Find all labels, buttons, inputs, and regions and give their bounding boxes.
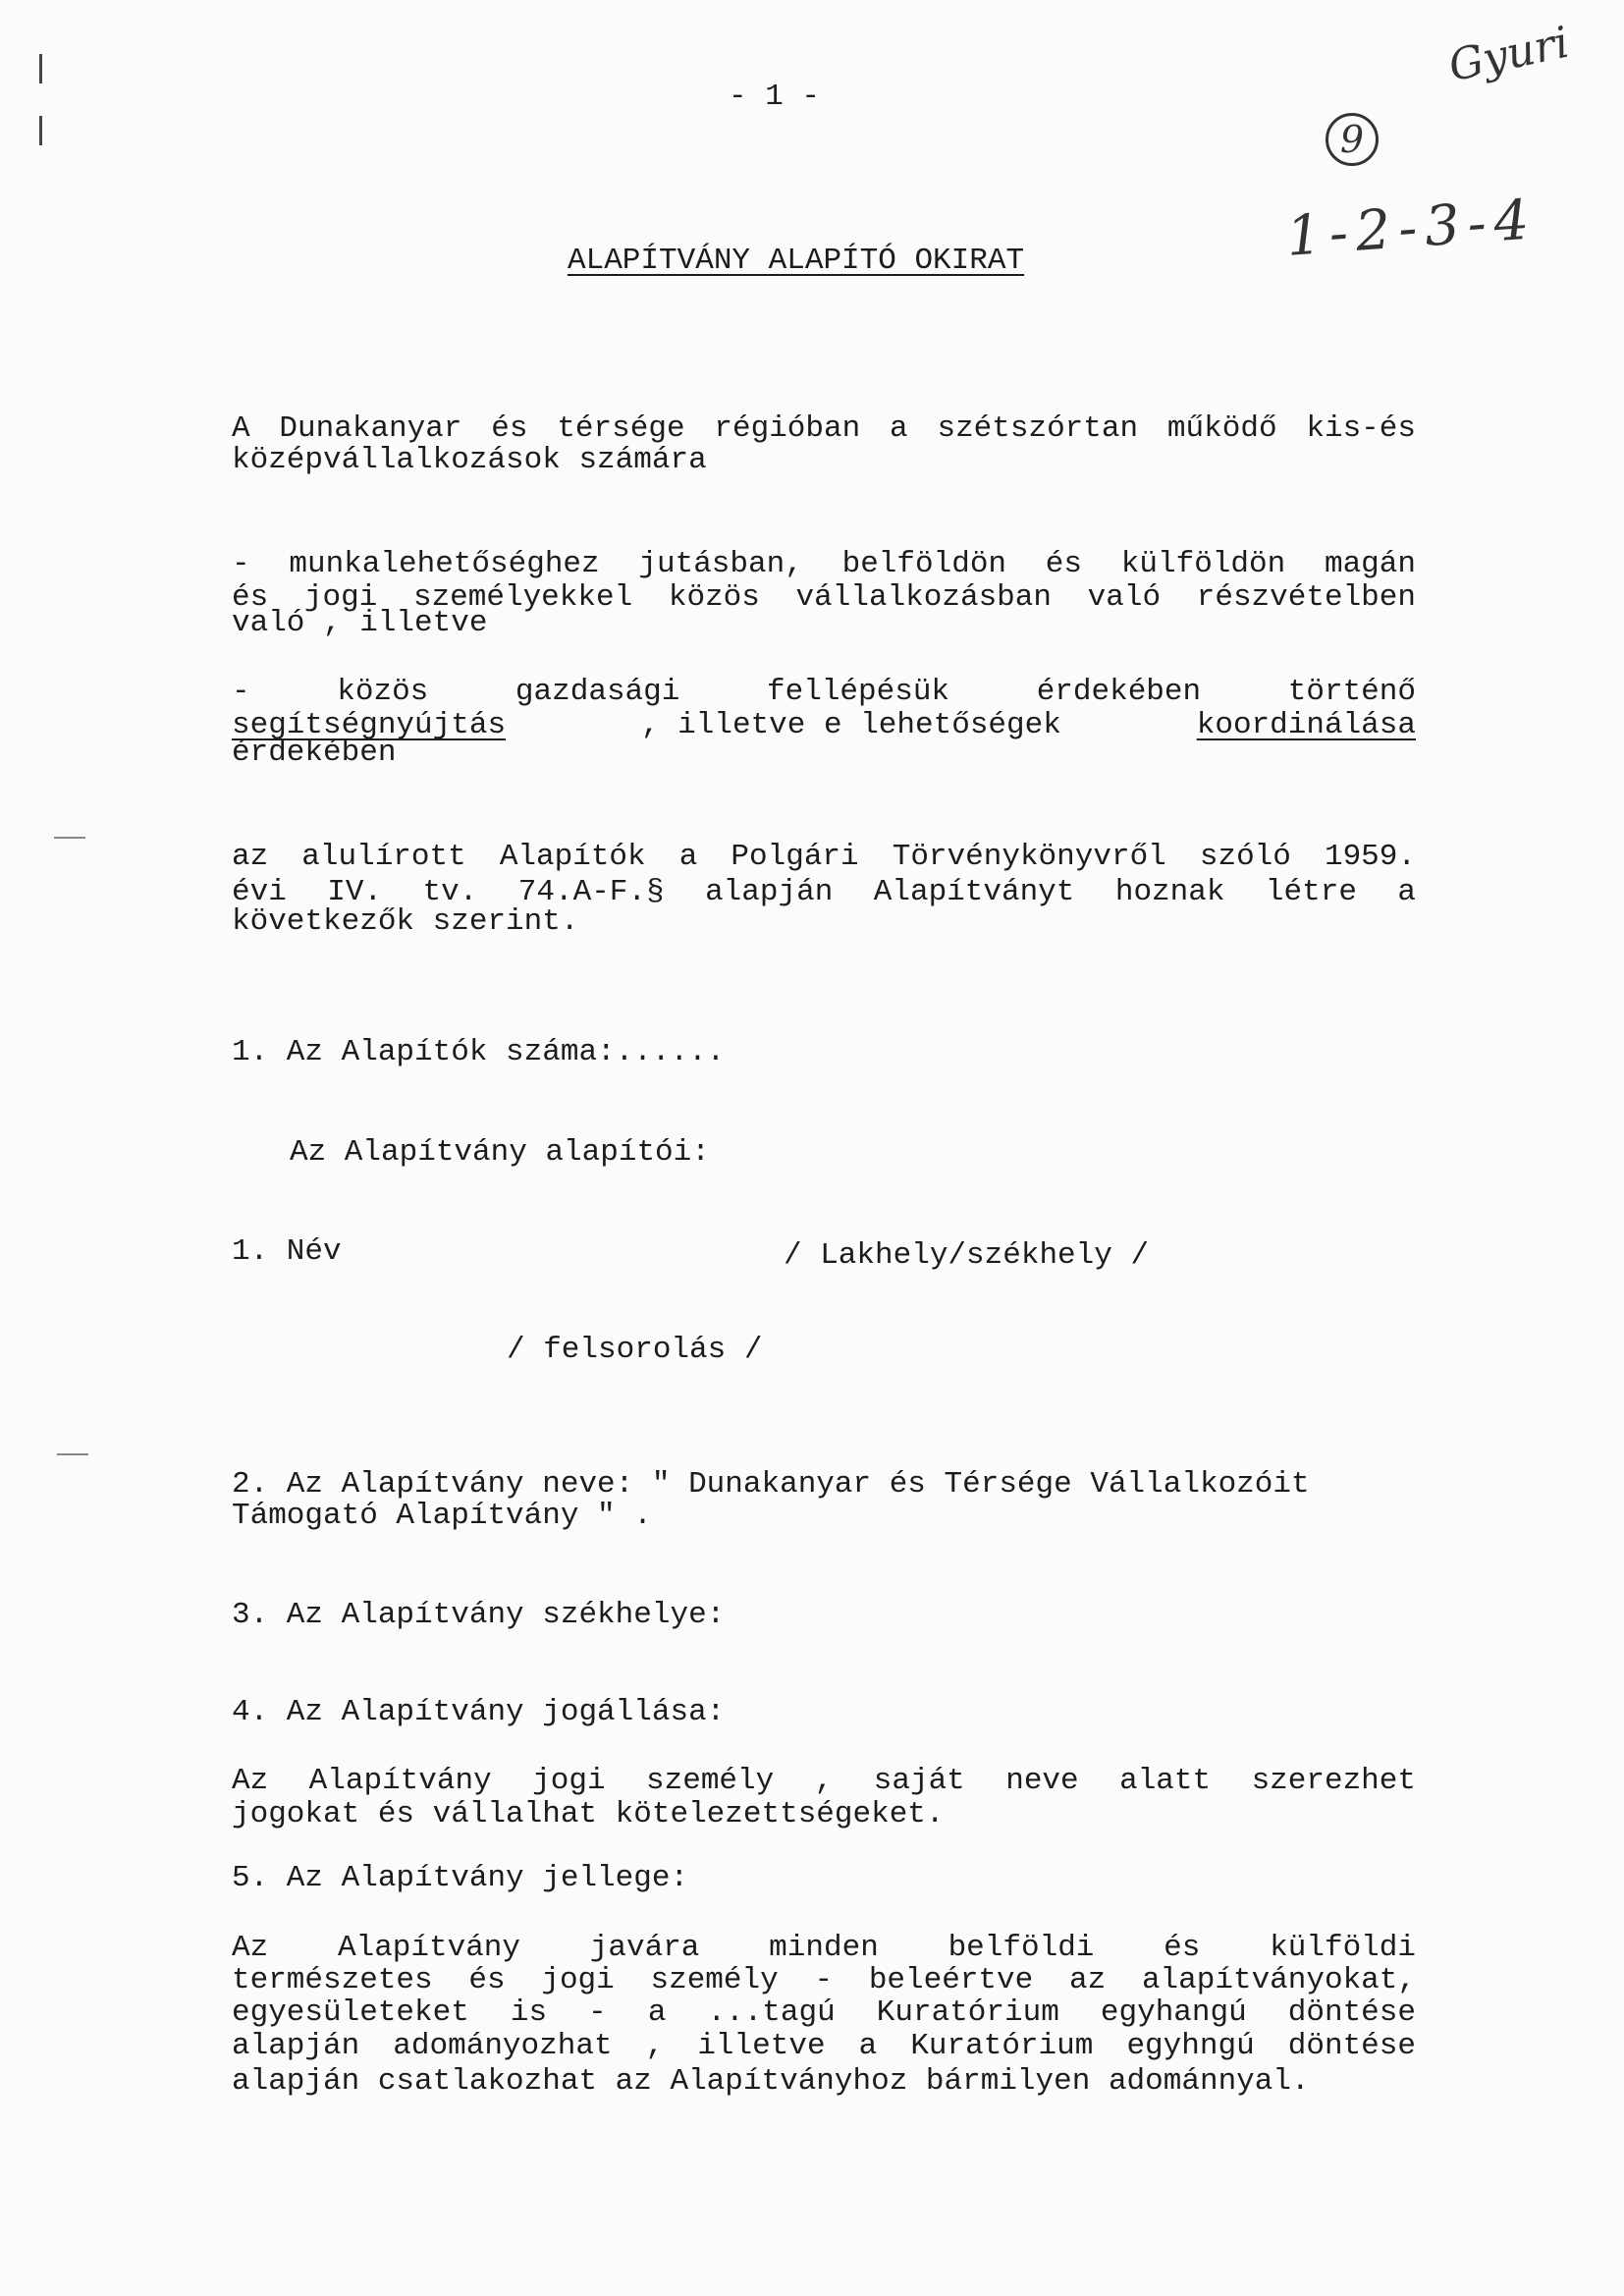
section2-line-2: Támogató Alapítvány " . bbox=[232, 1499, 652, 1533]
margin-mark bbox=[39, 116, 42, 145]
section5-line-3: egyesületeket is - a ...tagú Kuratórium egyhangú döntése bbox=[232, 1995, 1416, 2030]
margin-mark bbox=[39, 54, 42, 83]
intro-line-2: középvállalkozások számára bbox=[232, 443, 707, 477]
handwritten-circled-number bbox=[1326, 113, 1379, 166]
margin-mark bbox=[57, 1453, 88, 1455]
section5-line-4: alapján adományozhat , illetve a Kuratórium egyhngú döntése bbox=[232, 2029, 1416, 2063]
bullet2-line-3: érdekében bbox=[232, 736, 397, 770]
founders-clause-line-2: évi IV. tv. 74.A-F.§ alapján Alapítványt hoznak létre a bbox=[232, 875, 1416, 909]
page-number: - 1 - bbox=[729, 80, 821, 114]
section5-line-5: alapján csatlakozhat az Alapítványhoz bármilyen adománnyal. bbox=[232, 2064, 1310, 2099]
section1-subheading: Az Alapítvány alapítói: bbox=[290, 1135, 710, 1170]
section3-heading: 3. Az Alapítvány székhelye: bbox=[232, 1598, 726, 1632]
circled-number-text: 9 bbox=[1339, 118, 1365, 161]
founders-clause-line-1: az alulírott Alapítók a Polgári Törvénykönyvről szóló 1959. bbox=[232, 840, 1416, 874]
section5-heading: 5. Az Alapítvány jellege: bbox=[232, 1861, 689, 1895]
section4-line-2: jogokat és vállalhat kötelezettségeket. bbox=[232, 1797, 945, 1831]
bullet1-line-1: - munkalehetőséghez jutásban, belföldön és külföldön magán bbox=[232, 547, 1416, 581]
handwritten-signature: Gyuri bbox=[1444, 17, 1574, 92]
section4-line-1: Az Alapítvány jogi személy , saját neve alatt szerezhet bbox=[232, 1764, 1416, 1798]
section2-line-1: 2. Az Alapítvány neve: " Dunakanyar és Térsége Vállalkozóit bbox=[232, 1467, 1310, 1502]
underlined-word: koordinálása bbox=[1196, 708, 1416, 742]
intro-line-1: A Dunakanyar és térsége régióban a szétszórtan működő kis-és bbox=[232, 411, 1416, 446]
bullet2-line-2 bbox=[232, 709, 1416, 742]
founder-address-column: / Lakhely/székhely / bbox=[784, 1238, 1150, 1273]
underlined-word: segítségnyújtás bbox=[232, 708, 507, 742]
section1-heading: 1. Az Alapítók száma:...... bbox=[232, 1035, 726, 1069]
founder-name-column: 1. Név bbox=[232, 1234, 342, 1269]
founders-clause-line-3: következők szerint. bbox=[232, 904, 579, 939]
margin-mark bbox=[54, 837, 85, 839]
handwritten-sequence: 1-2-3-4 bbox=[1284, 188, 1540, 269]
founder-list-note: / felsorolás / bbox=[507, 1333, 763, 1367]
section5-line-1: Az Alapítvány javára minden belföldi és külföldi bbox=[232, 1931, 1416, 1965]
section5-line-2: természetes és jogi személy - beleértve az alapítványokat, bbox=[232, 1963, 1416, 1997]
bullet1-line-3: való , illetve bbox=[232, 606, 488, 640]
bullet2-line-2-middle: , illetve e lehetőségek bbox=[623, 708, 1080, 742]
bullet2-line-1: - közös gazdasági fellépésük érdekében történő bbox=[232, 675, 1416, 709]
section4-heading: 4. Az Alapítvány jogállása: bbox=[232, 1695, 726, 1729]
bullet1-line-2: és jogi személyekkel közös vállalkozásban való részvételben bbox=[232, 580, 1416, 615]
document-title: ALAPÍTVÁNY ALAPÍTÓ OKIRAT bbox=[568, 244, 1025, 278]
